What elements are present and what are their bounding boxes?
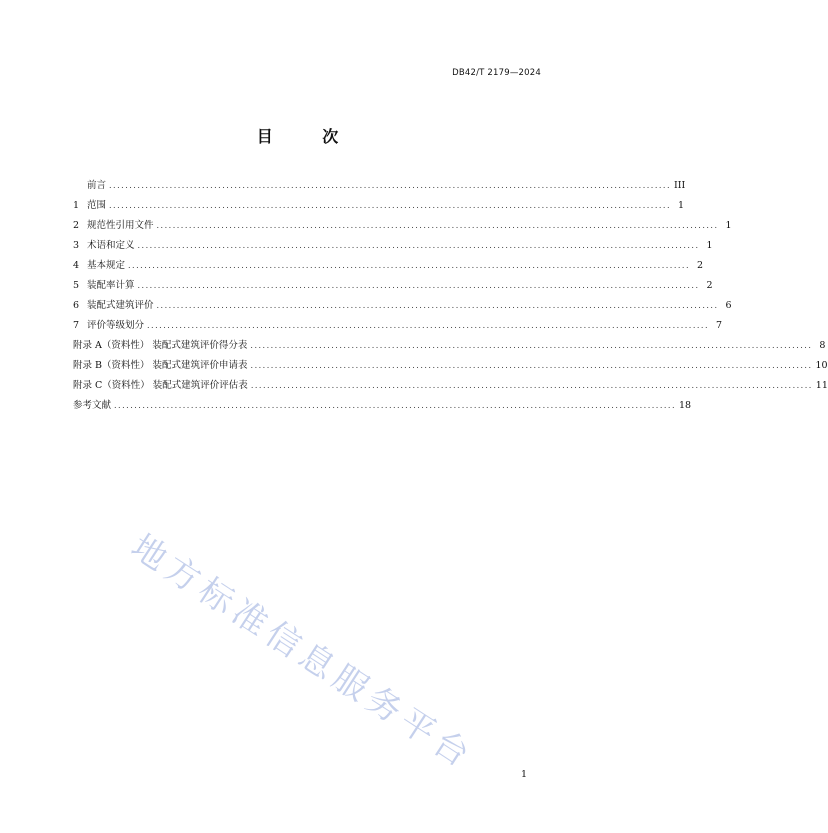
toc-entry[interactable] xyxy=(73,396,692,416)
toc-entry-page: 7 xyxy=(715,320,722,331)
toc-entry[interactable] xyxy=(73,376,828,396)
toc-entry-label: 范围 xyxy=(87,200,107,211)
toc-dot-leader: ........................................................................................................................................... xyxy=(147,321,709,330)
toc-entry-number: 7 xyxy=(73,320,80,331)
toc-entry-label: 参考文献 xyxy=(73,400,112,411)
toc-entry-page: 2 xyxy=(706,280,713,291)
toc-entry-label: 附录 C（资料性） 装配式建筑评价评估表 xyxy=(73,380,248,391)
toc-dot-leader: ........................................................................................................................................... xyxy=(109,201,671,210)
toc-entry-page: 8 xyxy=(819,340,826,351)
toc-entry-label: 附录 A（资料性） 装配式建筑评价得分表 xyxy=(73,340,248,351)
page-title: 目 次 xyxy=(256,127,361,146)
toc-entry-page: 1 xyxy=(725,220,732,231)
toc-entry[interactable] xyxy=(73,356,828,376)
toc-entry-label: 基本规定 xyxy=(87,260,126,271)
toc-entry-page: 1 xyxy=(677,200,684,211)
toc-dot-leader: ........................................................................................................................................... xyxy=(137,281,700,290)
toc-dot-leader: ........................................................................................................................................... xyxy=(250,361,813,370)
toc-entry-page: 2 xyxy=(696,260,703,271)
toc-entry[interactable] xyxy=(73,296,732,316)
toc-entry-page: 18 xyxy=(679,400,692,411)
toc-dot-leader: ........................................................................................................................................... xyxy=(114,401,676,410)
toc-dot-leader: ........................................................................................................................................... xyxy=(250,381,813,390)
page-number: 1 xyxy=(520,769,527,780)
toc-entry-label: 附录 B（资料性） 装配式建筑评价申请表 xyxy=(73,360,248,371)
document-code: DB42/T 2179—2024 xyxy=(452,68,541,78)
toc-entry-label: 规范性引用文件 xyxy=(87,220,154,231)
toc-entry-page: 10 xyxy=(815,360,828,371)
watermark: 地方标准信息服务平台 xyxy=(123,526,482,779)
toc-dot-leader: ........................................................................................................................................... xyxy=(128,261,690,270)
toc-entry[interactable] xyxy=(73,316,722,336)
toc-dot-leader: ........................................................................................................................................... xyxy=(109,181,671,190)
toc-entry[interactable] xyxy=(73,216,732,236)
toc-entry-label: 装配率计算 xyxy=(87,280,135,291)
toc-entry-page: 6 xyxy=(725,300,732,311)
toc-entry-page: 11 xyxy=(815,380,828,391)
toc-entry-page: III xyxy=(674,180,686,191)
toc-entry[interactable] xyxy=(73,256,703,276)
toc-entry-label: 前言 xyxy=(87,180,107,191)
toc-entry[interactable] xyxy=(73,236,713,256)
toc-dot-leader: ........................................................................................................................................... xyxy=(156,221,719,230)
toc-entry-number: 3 xyxy=(73,240,80,251)
toc-entry-number: 5 xyxy=(73,280,80,291)
toc-entry-label: 装配式建筑评价 xyxy=(87,300,154,311)
toc-entry[interactable] xyxy=(73,176,686,196)
toc-dot-leader: ........................................................................................................................................... xyxy=(250,341,813,350)
toc-entry-number: 4 xyxy=(73,260,80,271)
toc-entry-page: 1 xyxy=(706,240,713,251)
toc-dot-leader: ........................................................................................................................................... xyxy=(156,301,719,310)
toc-entry[interactable] xyxy=(73,336,826,356)
table-of-contents xyxy=(73,176,828,416)
toc-entry-number: 6 xyxy=(73,300,80,311)
toc-entry-number: 1 xyxy=(73,200,80,211)
toc-entry-number: 2 xyxy=(73,220,80,231)
toc-entry[interactable] xyxy=(73,276,713,296)
toc-dot-leader: ........................................................................................................................................... xyxy=(137,241,700,250)
toc-entry[interactable] xyxy=(73,196,684,216)
toc-entry-label: 评价等级划分 xyxy=(87,320,145,331)
toc-entry-label: 术语和定义 xyxy=(87,240,135,251)
